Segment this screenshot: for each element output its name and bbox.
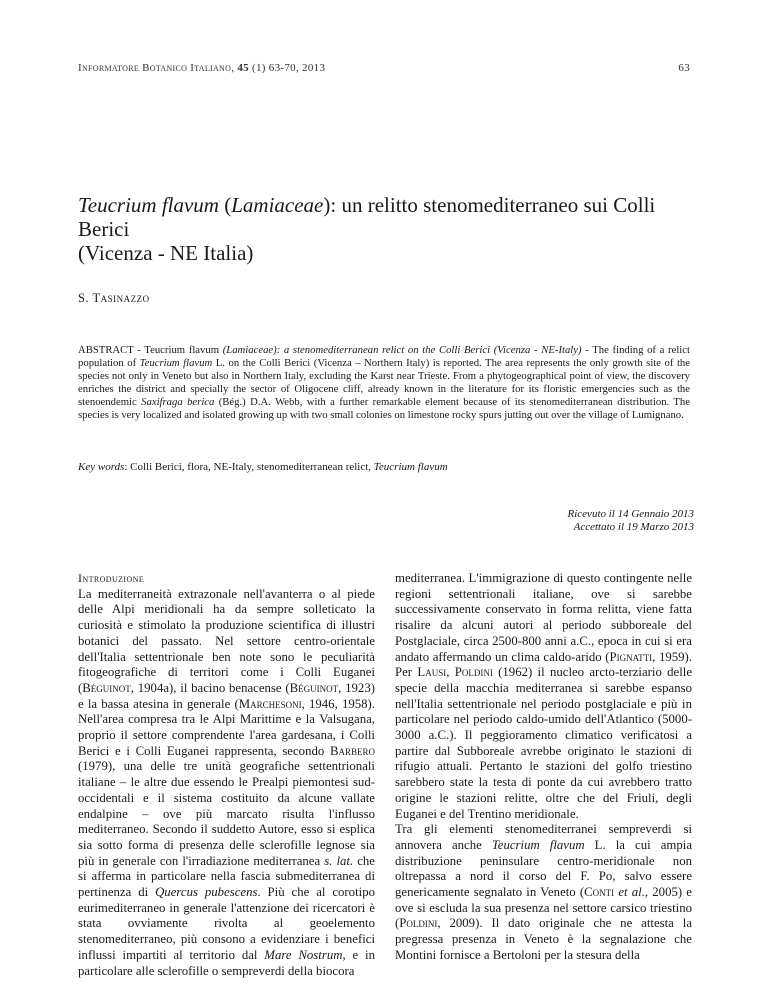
page-number: 63 <box>678 62 690 74</box>
title-line1-rest: : un relitto stenomediterraneo sui Colli Berici <box>78 193 656 241</box>
body-column-left <box>78 571 375 979</box>
paragraph <box>395 822 692 963</box>
author: S. Tasinazzo <box>78 291 150 305</box>
keywords <box>78 461 690 473</box>
citation: Poldini <box>399 916 438 931</box>
text: , <box>446 665 455 680</box>
volume: 45 <box>237 62 249 74</box>
italic-term: Teucrium flavum <box>491 837 585 852</box>
text: , 1923) e la bassa atesina in generale ( <box>78 680 375 711</box>
citation: Lausi <box>417 665 447 680</box>
citation: Béguinot <box>82 680 131 695</box>
citation: Pignatti <box>609 649 653 664</box>
paragraph <box>78 587 375 980</box>
abstract-text: L. on the Colli Berici (Vicenza – Northern Italy) is reported. The area represents the only growth site of the species not only in Veneto but also in Northern Italy, excluding the Karst near Trieste. From a phytogeographical point of view, the discovery enriches the district and specially the sector of Oligocene cliff, already known in the literature for its floristic emergencies such as the stenoendemic <box>78 357 691 408</box>
text: , e in particolare alle sclerofille o sempreverdi della biocora <box>78 947 375 978</box>
title-family: Lamiaceae <box>231 193 324 217</box>
article-title: Teucrium flavum (Lamiaceae): un relitto stenomediterraneo sui Colli Berici (Vicenza - NE Italia) <box>78 193 656 265</box>
body-column-right <box>395 571 692 964</box>
italic-term: s. lat. <box>324 853 354 868</box>
text: , 1904a), il bacino benacense ( <box>130 680 290 695</box>
text: (1979), una delle tre unità geografiche settentrionali italiane – le altre due essendo le Prealpi piemontesi sud-occidentali e il sistema costituito da alcune vallate endalpine – ove più marcato risulta l'influsso mediterraneo. Secondo il suddetto Autore, esso si esplica sia sotto forma di presenza delle sclerofille legnose sia più in generale con l'irradiazione mediterranea <box>78 759 375 868</box>
abstract-lead: ABSTRACT - Teucrium flavum <box>78 344 223 356</box>
abstract-species: Teucrium flavum <box>139 357 213 369</box>
text: , 1946, 1958). Nell'area compresa tra le Alpi Marittime e la Valsugana, proprio il settore comprendente l'area gardesana, i Colli Berici e i Colli Euganei rappresenta, secondo <box>78 696 375 758</box>
running-header <box>78 62 690 74</box>
italic-term: Quercus pubescens <box>155 885 258 900</box>
text: (1962) il nucleo arcto-terziario delle specie della macchia mediterranea si sarebbe espanso nell'Italia settentrionale nel periodo postglaciale e più in particolare nel periodo caldo-umido dell'Atlantico (5000-3000 a.C.). Il peggioramento climatico verificatosi a partire dal Subboreale avrebbe originato le stazioni di rifugio attuali. Pertanto le stazioni del golfo triestino sarebbero state la testa di ponte da cui avrebbero tratto origine le stazioni relitte, oltre che del Friuli, degli Euganei e del Trentino meridionale. <box>395 665 693 821</box>
received-date: Ricevuto il 14 Gennaio 2013 <box>567 508 694 520</box>
text: , 1959). Per <box>395 649 692 680</box>
section-heading: Introduzione <box>78 571 145 585</box>
citation: Barbero <box>329 743 375 758</box>
citation: Poldini <box>454 665 493 680</box>
keywords-species: Teucrium flavum <box>373 461 448 473</box>
keywords-label: Key words <box>78 461 125 473</box>
text: . Più che al corotipo eurimediterraneo in generale l'attenzione dei ricercatori è stata ovviamente rivolta al geoelemento stenomediterraneo, più consono a evidenziare i benefici influssi impartiti al territorio dal <box>78 885 375 962</box>
abstract-text: - The finding of a relict population of <box>78 344 690 369</box>
abstract-title: (Lamiaceae): a stenomediterranean relict on the Colli Berici (Vicenza - NE-Italy) <box>222 344 582 356</box>
citation: Béguinot <box>289 680 339 695</box>
journal-name: Informatore Botanico Italiano, <box>78 62 235 74</box>
accepted-date: Accettato il 19 Marzo 2013 <box>573 521 694 533</box>
submission-dates <box>568 508 694 534</box>
title-line2: (Vicenza - NE Italia) <box>78 241 254 265</box>
italic-term: Mare Nostrum <box>264 947 343 962</box>
citation: Marchesoni <box>238 696 302 711</box>
text: L. la cui ampia distribuzione peninsulare centro-meridionale non oltrepassa a nord il corso del F. Po, salvo essere genericamente segnalato in Veneto ( <box>395 837 693 900</box>
italic-term: et al. <box>618 885 645 900</box>
paragraph <box>395 571 692 822</box>
abstract-text: (Bég.) D.A. Webb, with a further remarkable element because of its stenomediterranean distribution. The species is very localized and isolated growing up with two small colonies on limestone rocky spurs jutting out over the village of Lumignano. <box>78 396 691 421</box>
text: Tra gli elementi stenomediterranei sempreverdi si annovera anche <box>395 822 692 852</box>
abstract <box>78 344 690 422</box>
abstract-species: Saxifraga berica <box>141 396 215 408</box>
issue-pages: (1) 63-70, 2013 <box>252 62 326 74</box>
text: , 2009). Il dato originale che ne attesta la pregressa presenza in Veneto è la segnalazione che Montini fornisce a Bertoloni per la stesura della <box>395 916 692 962</box>
keywords-text: : Colli Berici, flora, NE-Italy, stenomediterranean relict, <box>124 461 374 473</box>
title-species: Teucrium flavum <box>78 193 219 217</box>
text: , 2005) e ove si escluda la sua presenza nel settore carsico triestino ( <box>395 885 692 931</box>
text: che si afferma in particolare nella fascia submediterranea di pertinenza di <box>78 853 375 900</box>
text: La mediterraneità extrazonale nell'avanterra o al piede delle Alpi meridionali ha da sempre solleticato la curiosità e stimolato la produzione scientifica di illustri botanici del passato. Nel settore centro-orientale dell'Italia settentrionale ben note sono le peculiarità fitogeografiche di territori come i Colli Euganei ( <box>78 586 375 695</box>
citation: Conti <box>584 885 615 900</box>
text: mediterranea. L'immigrazione di questo contingente nelle regioni settentrionali italiane, ove si sarebbe successivamente conservato in forma relitta, viene fatta risalire da alcuni autori al periodo subboreale del Postglaciale, circa 2500-800 anni a.C., epoca in cui si era andato affermando un clima caldo-arido ( <box>395 571 692 664</box>
